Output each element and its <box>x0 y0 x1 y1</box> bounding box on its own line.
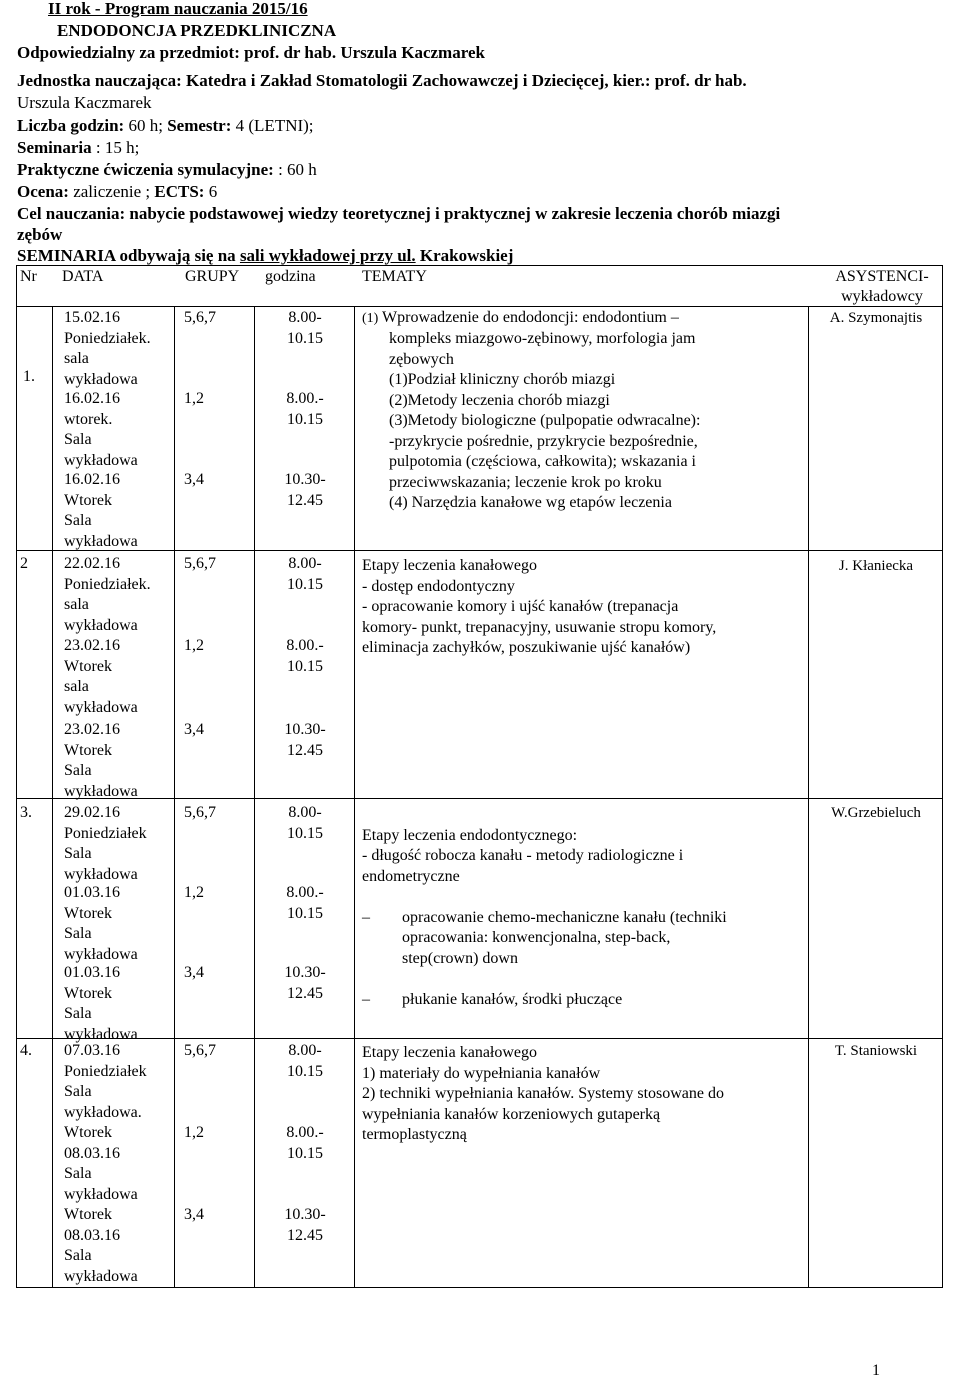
seminars-hours <box>17 137 139 159</box>
seminars-place-c: Krakowskiej <box>415 246 514 265</box>
slot-groups: 3,4 <box>184 1206 204 1223</box>
slot-groups: 1,2 <box>184 637 204 654</box>
topics-list: kompleks miazgowo-zębinowy, morfologia jam zębowych (1)Podział kliniczny chorób miazgi (2)Metody leczenia chorób miazgi (3)Metody biologiczne (pulpopatie odwracalne): -przykrycie pośrednie, przykrycie bezpośrednie, pulpotomia (częściowa, całkowita); wskazania i przeciwwskazania; leczenie krok po kroku (4) Narzędzia kanałowe wg etapów leczenia <box>389 330 701 511</box>
col-header-nr: Nr <box>20 268 37 285</box>
slot-groups: 5,6,7 <box>184 309 216 326</box>
slot-hour: 10.30- 12.45 <box>284 721 326 759</box>
col-header-topics: TEMATY <box>362 268 427 285</box>
hours-label: Liczba godzin: <box>17 116 129 135</box>
table-border-top <box>16 265 943 266</box>
program-title: II rok - Program nauczania 2015/16 <box>48 0 308 18</box>
table-header-divider <box>16 306 943 307</box>
course-title: ENDODONCJA PRZEDKLINICZNA <box>57 21 337 40</box>
slot-date: 01.03.16 Wtorek Sala wykładowa <box>64 884 138 963</box>
col-divider-nr <box>52 306 53 1288</box>
row-number: 4. <box>20 1042 32 1059</box>
slot-date: 23.02.16 Wtorek sala wykładowa <box>64 637 138 716</box>
slot-date: Wtorek 08.03.16 Sala wykładowa <box>64 1124 138 1203</box>
col-header-assistants: ASYSTENCI- wykładowcy <box>835 268 929 305</box>
ects-value: 6 <box>208 182 218 201</box>
slot-date: 16.02.16 Wtorek Sala wykładowa <box>64 471 138 550</box>
topics-list <box>362 805 727 1031</box>
list-item: – opracowanie chemo-mechaniczne kanału (techniki opracowania: konwencjonalna, step-back, step(crown) down <box>362 908 727 970</box>
slot-hour: 8.00.- 10.15 <box>286 390 324 428</box>
slot-groups: 1,2 <box>184 884 204 901</box>
slot-date: 22.02.16 Poniedziałek. sala wykładowa <box>64 555 151 634</box>
table-border-left <box>16 265 17 1288</box>
col-divider-topics <box>808 306 809 1288</box>
col-divider-group <box>254 306 255 1288</box>
slot-hour: 8.00- 10.15 <box>287 555 323 593</box>
row-number: 1. <box>23 368 35 385</box>
hours-semester <box>17 115 314 137</box>
assistant-name: J. Kłaniecka <box>838 558 914 574</box>
slot-date: 23.02.16 Wtorek Sala wykładowa <box>64 721 138 800</box>
semester-label: Semestr: <box>167 116 236 135</box>
slot-hour: 10.30- 12.45 <box>284 964 326 1002</box>
page-number: 1 <box>872 1362 880 1379</box>
grade-value: zaliczenie ; <box>73 182 155 201</box>
assistant-name: T. Staniowski <box>834 1043 918 1059</box>
practice-value: : 60 h <box>278 160 317 179</box>
table-border-bottom <box>16 1287 943 1288</box>
topic-intro: Wprowadzenie do endodoncji: endodontium – <box>378 309 679 326</box>
assistant-name: W.Grzebieluch <box>831 805 921 821</box>
slot-hour: 8.00- 10.15 <box>287 804 323 842</box>
slot-date: 07.03.16 Poniedziałek Sala wykładowa. <box>64 1042 147 1121</box>
grade-ects <box>17 181 217 203</box>
semester-value: 4 (LETNI); <box>235 116 314 135</box>
grade-label: Ocena: <box>17 182 74 201</box>
row-number: 3. <box>20 804 32 821</box>
slot-date: Wtorek 08.03.16 Sala wykładowa <box>64 1206 138 1285</box>
course-goal-cont: zębów <box>17 225 63 244</box>
teaching-unit-cont: Urszula Kaczmarek <box>17 93 152 112</box>
col-header-hour: godzina <box>265 268 316 285</box>
row-divider-1 <box>16 550 943 551</box>
slot-groups: 5,6,7 <box>184 804 216 821</box>
slot-hour: 8.00- 10.15 <box>287 1042 323 1080</box>
col-divider-hour <box>354 306 355 1288</box>
list-item: – płukanie kanałów, środki płuczące <box>362 990 727 1011</box>
seminars-place <box>17 245 513 267</box>
slot-groups: 3,4 <box>184 964 204 981</box>
slot-hour: 8.00- 10.15 <box>287 309 323 347</box>
slot-hour: 8.00.- 10.15 <box>286 1124 324 1162</box>
seminars-place-b: sali wykładowej przy ul. <box>239 246 416 265</box>
slot-groups: 5,6,7 <box>184 555 216 572</box>
slot-groups: 1,2 <box>184 390 204 407</box>
assistant-name: A. Szymonajtis <box>829 310 923 326</box>
slot-date: 01.03.16 Wtorek Sala wykładowa <box>64 964 138 1043</box>
topic-number: (1) <box>362 311 379 326</box>
seminars-value: : 15 h; <box>95 138 140 157</box>
slot-groups: 5,6,7 <box>184 1042 216 1059</box>
slot-groups: 3,4 <box>184 471 204 488</box>
practice-label: Praktyczne ćwiczenia symulacyjne: <box>17 160 279 179</box>
slot-date: 15.02.16 Poniedziałek. sala wykładowa <box>64 309 151 388</box>
slot-date: 29.02.16 Poniedziałek Sala wykładowa <box>64 804 147 883</box>
slot-groups: 3,4 <box>184 721 204 738</box>
ects-label: ECTS: <box>154 182 209 201</box>
row-divider-2 <box>16 798 943 799</box>
practice-hours <box>17 159 317 181</box>
col-header-groups: GRUPY <box>185 268 240 285</box>
topics-first-line <box>362 308 679 330</box>
table-border-right <box>942 265 943 1288</box>
slot-hour: 8.00.- 10.15 <box>286 884 324 922</box>
row-number: 2 <box>20 555 28 572</box>
col-header-date: DATA <box>62 268 104 285</box>
row-divider-3 <box>16 1038 943 1039</box>
seminars-place-a: SEMINARIA odbywają się na <box>17 246 240 265</box>
col-divider-date <box>174 306 175 1288</box>
topics-head: Etapy leczenia endodontycznego: - długość robocza kanału - metody radiologiczne i endometryczne <box>362 826 684 885</box>
hours-value: 60 h; <box>128 116 168 135</box>
topics-list: Etapy leczenia kanałowego 1) materiały do wypełniania kanałów 2) techniki wypełniania kanałów. Systemy stosowane do wypełniania kanałów korzeniowych gutaperką termoplastyczną <box>362 1044 724 1143</box>
slot-groups: 1,2 <box>184 1124 204 1141</box>
slot-hour: 10.30- 12.45 <box>284 471 326 509</box>
slot-hour: 10.30- 12.45 <box>284 1206 326 1244</box>
responsible-person: Odpowiedzialny za przedmiot: prof. dr hab. Urszula Kaczmarek <box>17 43 485 62</box>
topics-list: Etapy leczenia kanałowego - dostęp endodontyczny - opracowanie komory i ujść kanałów (trepanacja komory- punkt, trepanacyjny, usuwanie stropu komory, eliminacja zachyłków, poszukiwanie ujść kanałów) <box>362 557 717 656</box>
slot-date: 16.02.16 wtorek. Sala wykładowa <box>64 390 138 469</box>
course-goal: Cel nauczania: nabycie podstawowej wiedzy teoretycznej i praktycznej w zakresie leczenia chorób miazgi <box>17 204 781 223</box>
teaching-unit: Jednostka nauczająca: Katedra i Zakład Stomatologii Zachowawczej i Dziecięcej, kier.: prof. dr hab. <box>17 71 747 90</box>
slot-hour: 8.00.- 10.15 <box>286 637 324 675</box>
seminars-label: Seminaria <box>17 138 96 157</box>
